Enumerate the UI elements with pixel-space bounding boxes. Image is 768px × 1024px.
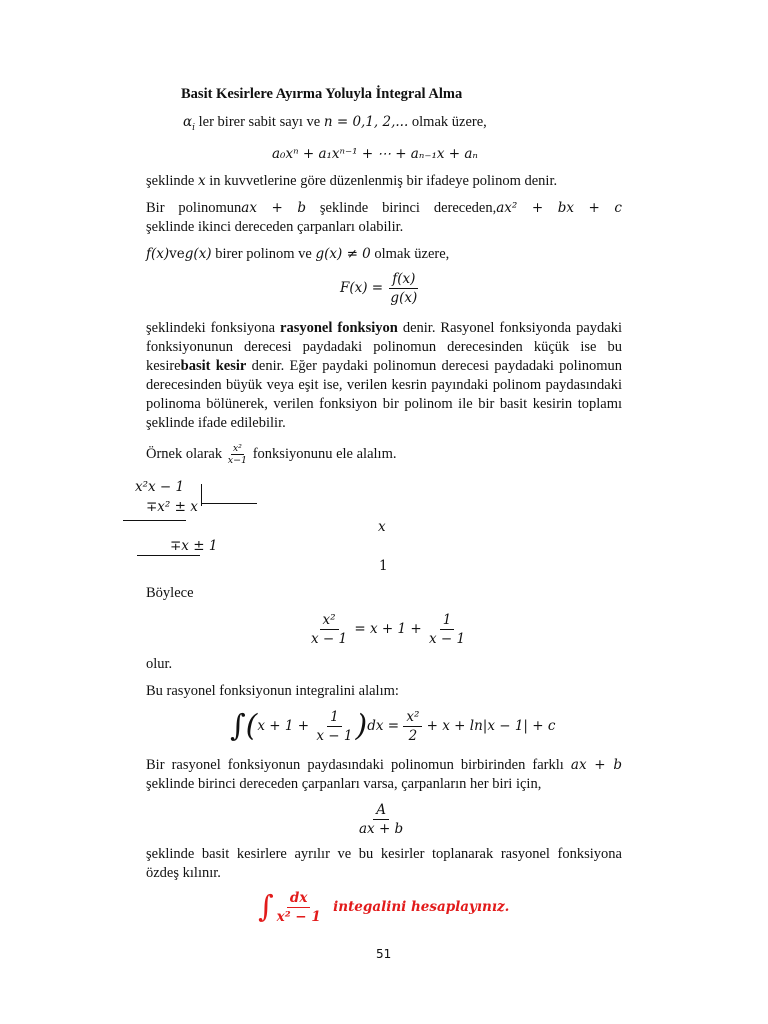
p2-quadratic: ax² + bx + c [496,200,622,216]
p5-text-b: şeklinde birinci dereceden çarpanları varsa, çarpanların her biri için, [146,776,542,792]
p3-g: g(x) [184,246,212,262]
eq1-fraction-1 [308,611,350,648]
exercise-numerator: dx [287,889,311,908]
exercise-line [258,889,509,926]
rational-lhs: F(x) = [340,279,388,296]
intro-text-2: olmak üzere, [408,114,487,130]
p1-text-b: in kuvvetlerine göre düzenlenmiş bir ifadeye polinom denir. [205,173,558,189]
page-number: 51 [376,947,392,961]
example-text-a: Örnek olarak [146,445,226,462]
p3-g-nonzero: g(x) ≠ 0 [315,246,371,262]
eq2-denominator-2: 2 [408,728,418,744]
p1-x: x [197,173,206,189]
eq3-fraction [356,801,406,838]
example-denominator: x−1 [227,455,248,466]
integral-sign: ∫ [230,708,246,744]
eq1-denominator-2: x − 1 [429,631,466,647]
p1-text-a: şeklinde [146,173,198,189]
example-line [146,443,396,466]
eq2-text-c: + x + ln|x − 1| + c [422,718,556,734]
p5-text-a: Bir rasyonel fonksiyonun paydasındaki polinomun birbirinden farklı [146,757,571,773]
rational-fraction [387,270,420,307]
intro-text-1: ler birer sabit sayı ve [195,114,324,130]
p3-ve: ve [169,246,185,262]
eq2-denominator-1: x − 1 [316,728,353,744]
eq2-fraction-1 [313,708,355,745]
p3-f: f(x) [146,246,170,262]
division-row-3: ∓x ± 1 [170,538,218,554]
exercise-integral-sign: ∫ [258,889,274,925]
division-underline-1 [123,520,186,521]
alpha-subscript: i [192,122,196,133]
example-fraction [226,443,249,466]
p3-text-a: birer polinom ve [211,246,316,262]
division-underline-2 [137,555,200,556]
division-row-2: ∓x² ± x [146,499,198,515]
partial-fraction-formula [356,801,406,838]
division-row-1: x²x − 1 [135,479,185,495]
decomposition-equation [308,611,468,648]
factors-paragraph [146,199,622,237]
olur-text: olur. [146,656,173,672]
eq1-denominator-1: x − 1 [311,631,348,647]
p5-linear: ax + b [570,757,622,773]
eq3-numerator: A [373,801,389,820]
alpha-symbol: α [183,114,193,130]
term-basit-kesir: basit kesir [180,358,247,374]
left-paren: ( [245,708,258,744]
boylece-text: Böylece [146,585,194,601]
eq2-text-a: x + 1 + [257,718,314,734]
intro-line [183,114,487,133]
rational-definition-paragraph [146,319,622,433]
eq1-middle: = x + 1 + [350,621,426,637]
p3-text-b: olmak üzere, [370,246,450,262]
term-rasyonel-fonksiyon: rasyonel fonksiyon [280,320,398,336]
eq2-fraction-2 [403,708,422,745]
p2-text-b: şeklinde birinci dereceden, [306,200,497,216]
rational-numerator: f(x) [389,270,418,289]
eq2-numerator-1: 1 [327,708,342,727]
exercise-text: integalini hesaplayınız. [333,899,510,915]
example-numerator: x² [232,443,242,454]
rational-denominator: g(x) [390,290,418,306]
linear-factors-paragraph [146,756,622,794]
integral-equation [230,708,555,745]
right-paren: ) [355,708,368,744]
division-quotient: x [378,519,386,535]
division-bar-horizontal [201,503,257,504]
rational-function-formula [340,270,420,307]
eq1-numerator-2: 1 [440,611,455,630]
example-text-b: fonksiyonunu ele alalım. [249,445,397,462]
eq3-denominator: ax + b [359,821,404,837]
polynomial-formula: a₀xⁿ + a₁xⁿ⁻¹ + ⋯ + aₙ₋₁x + aₙ [272,146,478,162]
eq1-fraction-2 [426,611,468,648]
eq2-numerator-2: x² [403,708,422,727]
fg-condition [146,246,449,263]
integral-intro: Bu rasyonel fonksiyonun integralini alalım: [146,683,399,699]
partial-fraction-paragraph: şeklinde basit kesirlere ayrılır ve bu kesirler toplanarak rasyonel fonksiyona özdeş kılınır. [146,846,622,881]
page-title: Basit Kesirlere Ayırma Yoluyla İntegral Alma [181,86,463,102]
eq2-text-b: dx = [367,718,404,734]
division-remainder: 1 [379,558,388,574]
p4-text-a: şeklindeki fonksiyona [146,320,281,336]
exercise-denominator: x² − 1 [276,909,321,925]
eq1-numerator-1: x² [320,611,339,630]
n-values: n = 0,1, 2,... [323,114,409,130]
polynomial-definition [146,172,622,191]
p4-text-c: denir. Eğer paydaki polinomun derecesi paydadaki polinomun derecesinden büyük veya eşit ise, verilen kesrin payındaki polinom paydasındaki polinoma bölünerek, verilen fonksiyon bir polinom ile bir basit kesirin toplamı şeklinde ifade edilebilir. [146,358,623,431]
p4-text-b: denir. Rasyonel fonksiyonda paydaki fonksiyonunun derecesi paydadaki polinomun derecesinden küçük ise bu kesire [146,320,622,374]
p2-linear: ax + b [241,200,306,216]
p2-text-a: Bir polinomun [146,200,242,216]
p2-text-c: şeklinde ikinci dereceden çarpanları olabilir. [146,219,404,235]
exercise-fraction [274,889,324,926]
